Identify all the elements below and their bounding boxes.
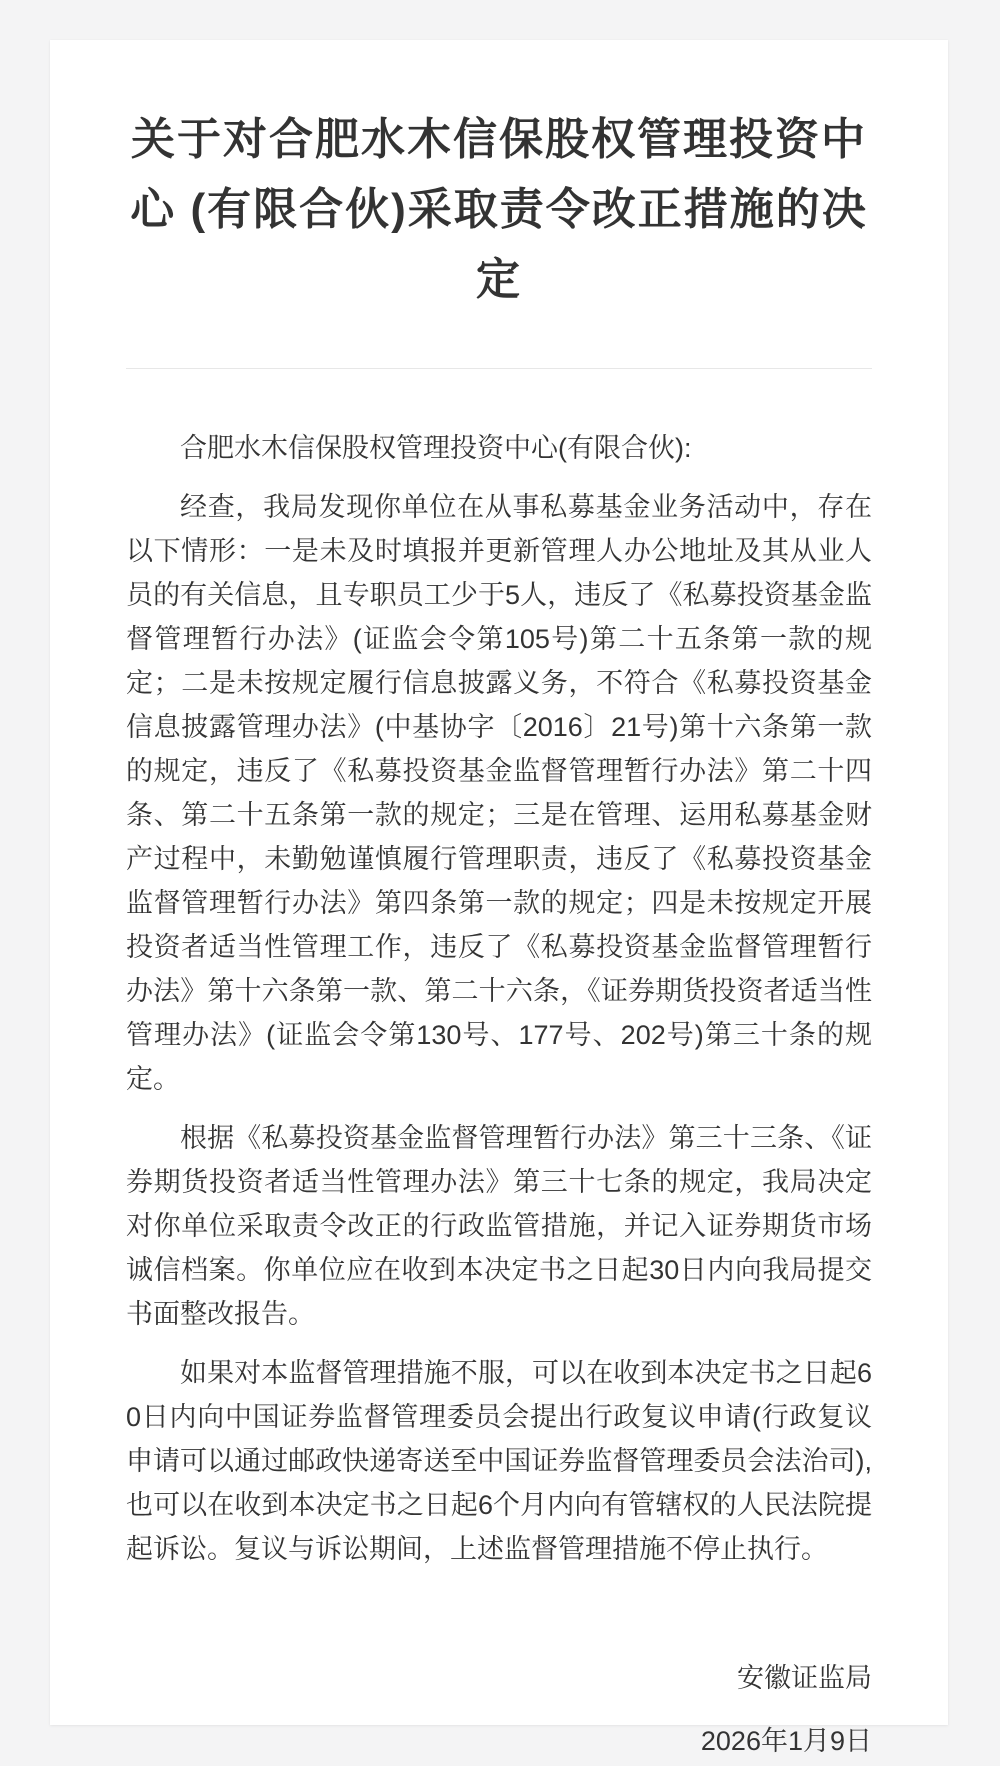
- paragraph-decision: 根据《私募投资基金监督管理暂行办法》第三十三条、《证券期货投资者适当性管理办法》第三十七条的规定，我局决定对你单位采取责令改正的行政监管措施，并记入证券期货市场诚信档案。你单位应在收到本决定书之日起30日内向我局提交书面整改报告。: [126, 1123, 872, 1329]
- title-divider: [126, 368, 872, 369]
- salutation: 合肥水木信保股权管理投资中心(有限合伙):: [180, 433, 692, 463]
- document-title: 关于对合肥水木信保股权管理投资中心 (有限合伙)采取责令改正措施的决定: [130, 115, 868, 304]
- document-body: [126, 426, 872, 1571]
- document-date: 2026年1月9日: [700, 1726, 872, 1756]
- paragraph-appeal: 如果对本监督管理措施不服，可以在收到本决定书之日起60日内向中国证券监督管理委员会提出行政复议申请(行政复议申请可以通过邮政快递寄送至中国证券监督管理委员会法治司),也可以在收到本决定书之日起6个月内向有管辖权的人民法院提起诉讼。复议与诉讼期间，上述监督管理措施不停止执行。: [126, 1358, 872, 1564]
- document-card: [50, 40, 948, 1756]
- issuing-authority: 安徽证监局: [737, 1663, 872, 1693]
- paragraph-findings: 经查，我局发现你单位在从事私募基金业务活动中，存在以下情形：一是未及时填报并更新管理人办公地址及其从业人员的有关信息，且专职员工少于5人，违反了《私募投资基金监督管理暂行办法》(证监会令第105号)第二十五条第一款的规定；二是未按规定履行信息披露义务，不符合《私募投资基金信息披露管理办法》(中基协字〔2016〕21号)第十六条第一款的规定，违反了《私募投资基金监督管理暂行办法》第二十四条、第二十五条第一款的规定；三是在管理、运用私募基金财产过程中，未勤勉谨慎履行管理职责，违反了《私募投资基金监督管理暂行办法》第四条第一款的规定；四是未按规定开展投资者适当性管理工作，违反了《私募投资基金监督管理暂行办法》第十六条第一款、第二十六条，《证券期货投资者适当性管理办法》(证监会令第130号、177号、202号)第三十条的规定。: [126, 492, 872, 1094]
